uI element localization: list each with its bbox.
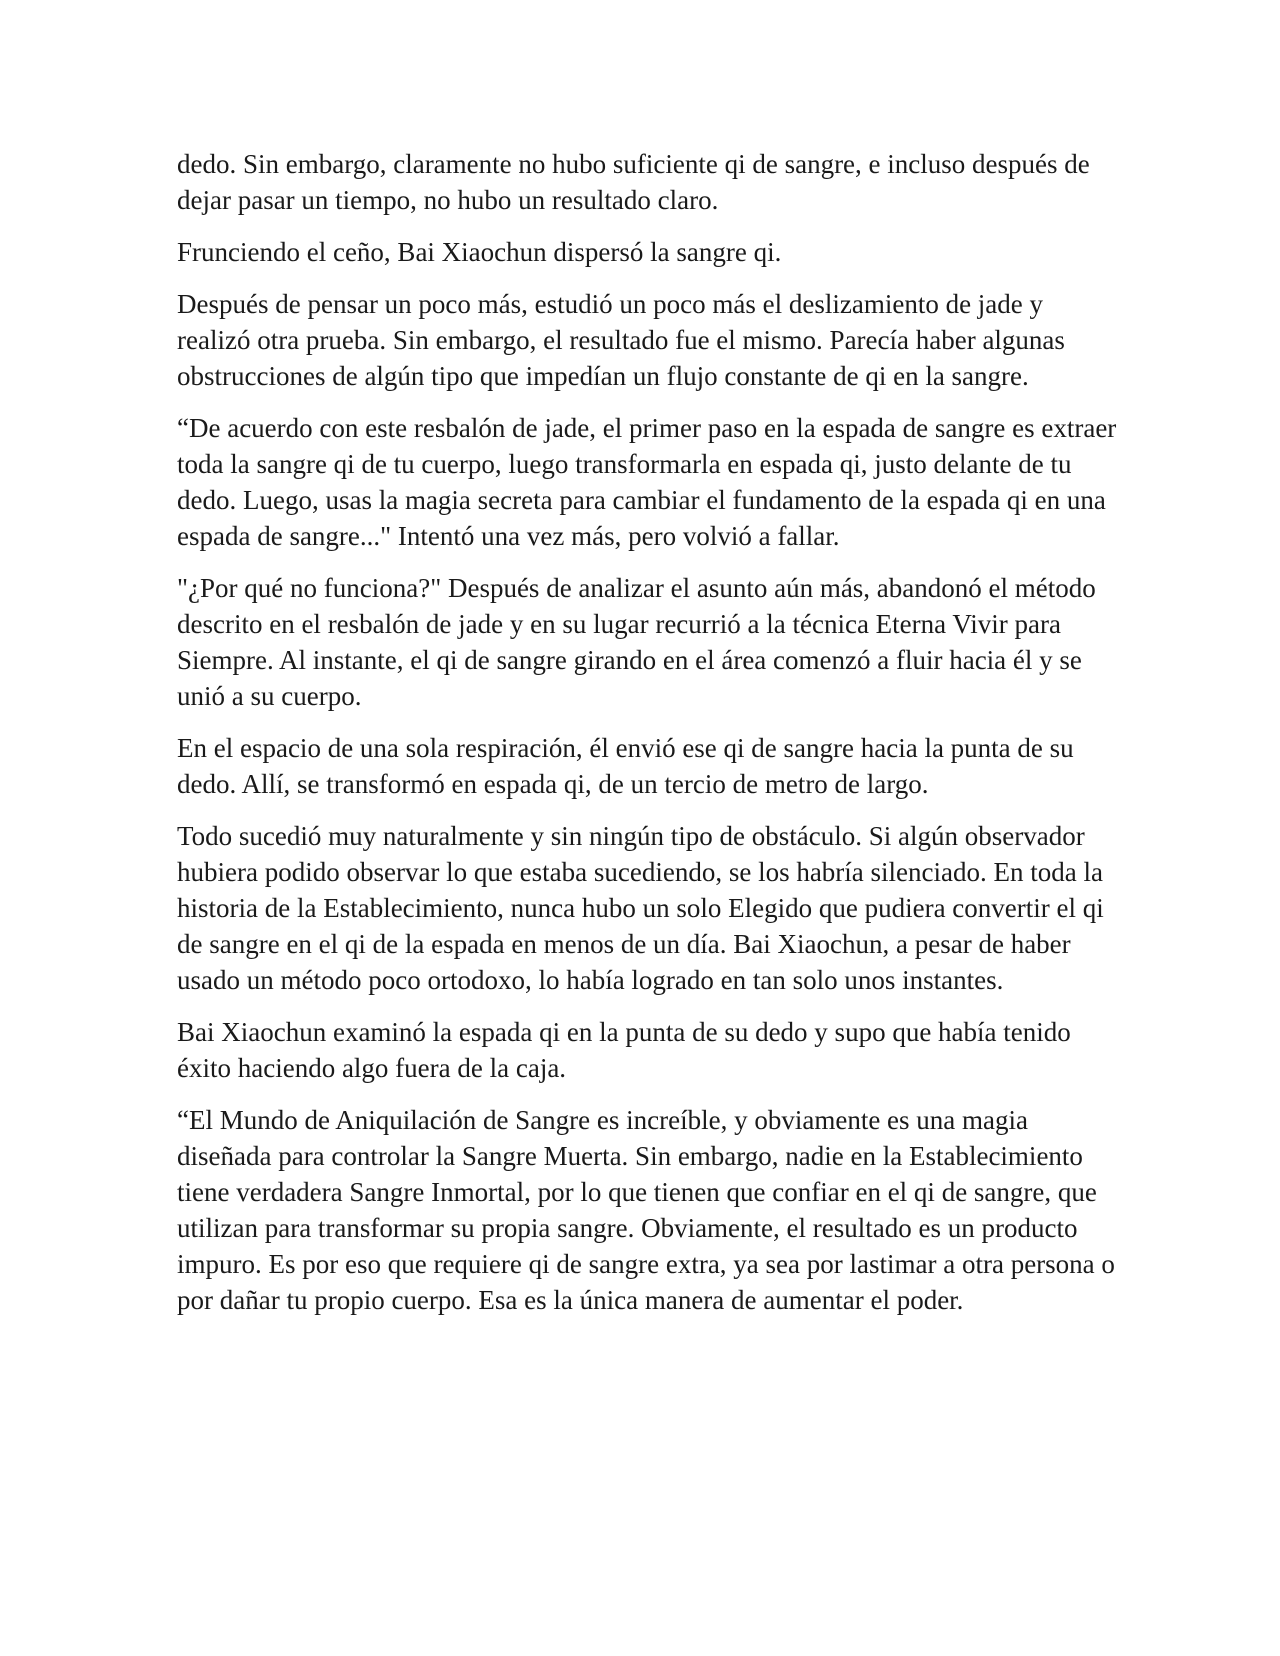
paragraph-3: Después de pensar un poco más, estudió un poco más el deslizamiento de jade y realizó otra prueba. Sin embargo, el resultado fue el mismo. Parecía haber algunas obstrucciones de algún tipo que impedían un flujo constante de qi en la sangre. — [177, 289, 1065, 391]
document-page — [177, 146, 1117, 1334]
paragraph-6: En el espacio de una sola respiración, él envió ese qi de sangre hacia la punta de su dedo. Allí, se transformó en espada qi, de un tercio de metro de largo. — [177, 733, 1074, 799]
paragraph-9: “El Mundo de Aniquilación de Sangre es increíble, y obviamente es una magia diseñada para controlar la Sangre Muerta. Sin embargo, nadie en la Establecimiento tiene verdadera Sangre Inmortal, por lo que tienen que confiar en el qi de sangre, que utilizan para transformar su propia sangre. Obviamente, el resultado es un producto impuro. Es por eso que requiere qi de sangre extra, ya sea por lastimar a otra persona o por dañar tu propio cuerpo. Esa es la única manera de aumentar el poder. — [177, 1105, 1115, 1315]
paragraph-8: Bai Xiaochun examinó la espada qi en la punta de su dedo y supo que había tenido éxito haciendo algo fuera de la caja. — [177, 1017, 1071, 1083]
paragraph-1: dedo. Sin embargo, claramente no hubo suficiente qi de sangre, e incluso después de dejar pasar un tiempo, no hubo un resultado claro. — [177, 149, 1090, 215]
paragraph-4: “De acuerdo con este resbalón de jade, el primer paso en la espada de sangre es extraer toda la sangre qi de tu cuerpo, luego transformarla en espada qi, justo delante de tu dedo. Luego, usas la magia secreta para cambiar el fundamento de la espada qi en una espada de sangre..." Intentó una vez más, pero volvió a fallar. — [177, 413, 1117, 551]
paragraph-5: "¿Por qué no funciona?" Después de analizar el asunto aún más, abandonó el método descrito en el resbalón de jade y en su lugar recurrió a la técnica Eterna Vivir para Siempre. Al instante, el qi de sangre girando en el área comenzó a fluir hacia él y se unió a su cuerpo. — [177, 573, 1096, 711]
paragraph-7: Todo sucedió muy naturalmente y sin ningún tipo de obstáculo. Si algún observador hubiera podido observar lo que estaba sucediendo, se los habría silenciado. En toda la historia de la Establecimiento, nunca hubo un solo Elegido que pudiera convertir el qi de sangre en el qi de la espada en menos de un día. Bai Xiaochun, a pesar de haber usado un método poco ortodoxo, lo había logrado en tan solo unos instantes. — [177, 821, 1104, 995]
paragraph-2: Frunciendo el ceño, Bai Xiaochun dispersó la sangre qi. — [177, 237, 782, 267]
